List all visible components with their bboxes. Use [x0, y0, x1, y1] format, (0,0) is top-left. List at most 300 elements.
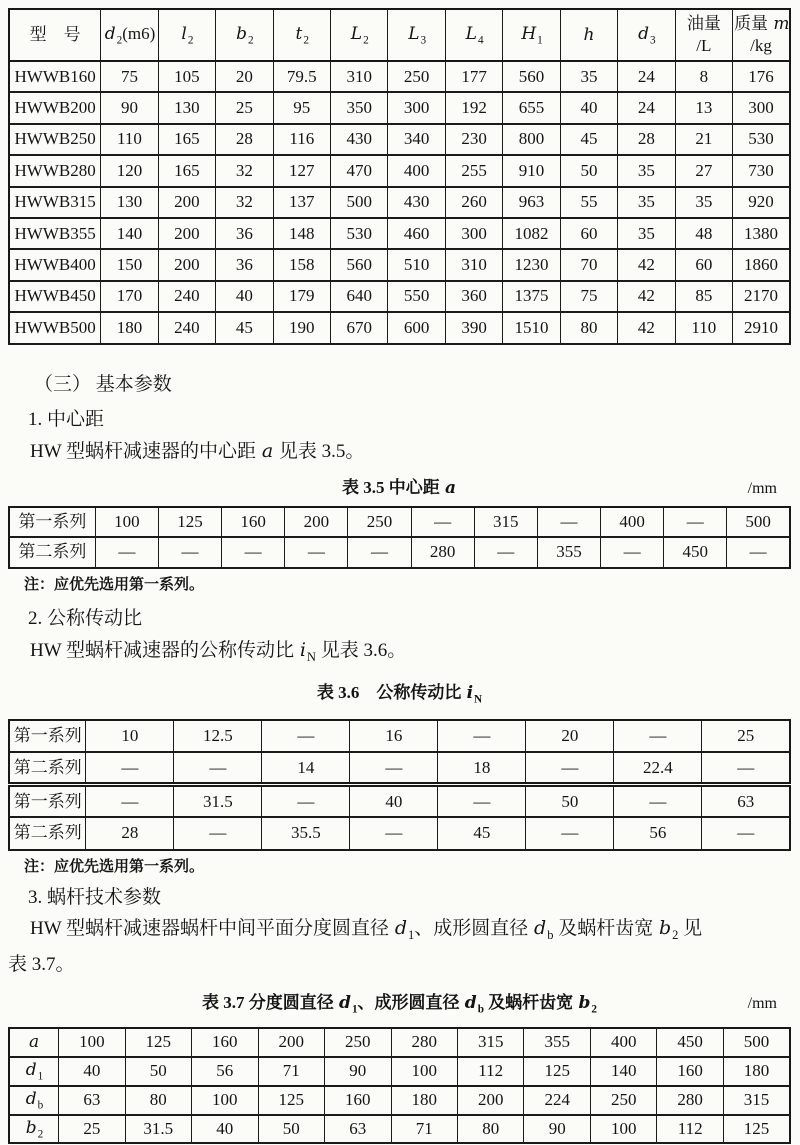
table-row [9, 1057, 790, 1086]
math-symbol: H [521, 23, 537, 44]
value-cell: 12.5 [174, 720, 262, 753]
math-symbol: L [465, 23, 477, 44]
value-cell: 530 [331, 218, 388, 249]
value-cell: 350 [331, 92, 388, 123]
value-cell: 240 [158, 312, 215, 343]
value-cell: 25 [702, 720, 790, 753]
value-cell: 200 [258, 1028, 324, 1057]
text-segment: 3 [650, 33, 656, 46]
value-cell: 40 [560, 92, 617, 123]
value-cell: 18 [438, 752, 526, 785]
value-cell: 500 [723, 1028, 790, 1057]
text-segment: 4 [477, 33, 484, 46]
value-cell: 100 [590, 1115, 656, 1144]
value-cell: — [95, 537, 158, 568]
value-cell: 137 [273, 187, 330, 218]
value-cell: 400 [388, 155, 445, 186]
value-cell: 25 [59, 1115, 125, 1144]
value-cell: 31.5 [125, 1115, 191, 1144]
column-header [331, 9, 388, 61]
value-cell: — [174, 752, 262, 785]
text-segment: 见表 3.5。 [274, 440, 365, 462]
value-cell: 75 [560, 281, 617, 312]
table-3-5-unit: /mm [747, 479, 777, 497]
text-segment: 2 [672, 927, 679, 942]
text-segment: 2 [591, 1002, 597, 1015]
row-label-cell: HWWB200 [9, 92, 101, 123]
table-3-5-caption-text [342, 478, 457, 497]
value-cell: 90 [524, 1115, 590, 1144]
value-cell: 80 [457, 1115, 523, 1144]
value-cell: 165 [158, 155, 215, 186]
table-row [9, 1086, 790, 1115]
math-symbol: d [638, 23, 650, 44]
table-row [9, 1028, 790, 1057]
value-cell: 100 [391, 1057, 457, 1086]
value-cell: 45 [560, 124, 617, 155]
math-symbol: h [583, 24, 595, 45]
table-row [9, 720, 790, 753]
text-segment: 油量 [686, 13, 721, 33]
column-header [618, 9, 675, 61]
value-cell: 400 [601, 507, 664, 538]
row-label-cell: HWWB400 [9, 249, 101, 280]
column-header [560, 9, 617, 61]
value-cell: 40 [59, 1057, 125, 1086]
paragraph-ratio [8, 636, 791, 672]
worm-diameter-table [8, 1027, 791, 1145]
column-header [445, 9, 502, 61]
value-cell: 640 [331, 281, 388, 312]
math-symbol: b [25, 1117, 37, 1138]
value-cell: — [727, 537, 790, 568]
table-row [9, 155, 790, 186]
text-segment: 1 [351, 1002, 358, 1015]
table-row [9, 92, 790, 123]
value-cell: 56 [192, 1057, 258, 1086]
value-cell: 90 [101, 92, 158, 123]
row-label-cell: 第一系列 [9, 720, 86, 753]
header-row [9, 9, 790, 61]
value-cell: — [664, 507, 727, 538]
value-cell: — [222, 537, 285, 568]
row-label-cell [9, 1057, 59, 1086]
value-cell: 27 [675, 155, 732, 186]
value-cell: 300 [733, 92, 790, 123]
value-cell: 800 [503, 124, 560, 155]
text-segment: N [306, 649, 316, 664]
value-cell: 100 [59, 1028, 125, 1057]
text-segment: 2 [303, 33, 309, 46]
value-cell: 16 [350, 720, 438, 753]
value-cell: — [285, 537, 348, 568]
row-label-cell [9, 1115, 59, 1144]
value-cell: 40 [350, 785, 438, 818]
math-symbol: a [261, 439, 274, 462]
value-cell: 2170 [733, 281, 790, 312]
value-cell: 160 [222, 507, 285, 538]
center-distance-table [8, 506, 791, 569]
table-3-6-caption [8, 682, 791, 710]
value-cell: 963 [503, 187, 560, 218]
text-segment: 及蜗杆齿宽 [483, 992, 578, 1012]
text-segment: /L [696, 36, 712, 55]
value-cell: 63 [702, 785, 790, 818]
text-segment: 3 [420, 33, 427, 46]
value-cell: 21 [675, 124, 732, 155]
value-cell: 32 [216, 155, 273, 186]
math-symbol: d [394, 916, 407, 939]
value-cell: 14 [262, 752, 350, 785]
value-cell: 430 [388, 187, 445, 218]
column-header [388, 9, 445, 61]
value-cell: 95 [273, 92, 330, 123]
value-cell: 310 [445, 249, 502, 280]
text-segment: /kg [750, 36, 772, 55]
math-symbol: L [408, 23, 420, 44]
math-symbol: a [28, 1032, 40, 1053]
value-cell: 165 [158, 124, 215, 155]
text-segment: b [37, 1099, 44, 1112]
value-cell: 200 [158, 249, 215, 280]
text-segment: 见表 3.6。 [315, 639, 407, 661]
table-row [9, 507, 790, 538]
value-cell: 510 [388, 249, 445, 280]
table-row [9, 537, 790, 568]
value-cell: 32 [216, 187, 273, 218]
value-cell: 42 [618, 281, 675, 312]
value-cell: 80 [125, 1086, 191, 1115]
value-cell: 31.5 [174, 785, 262, 818]
text-segment: (m6) [122, 23, 156, 43]
value-cell: — [438, 785, 526, 818]
value-cell: 560 [503, 61, 560, 92]
value-cell: — [350, 752, 438, 785]
text-segment: b [547, 927, 554, 942]
table-3-5-caption [8, 477, 791, 499]
value-cell: — [438, 720, 526, 753]
value-cell: 1230 [503, 249, 560, 280]
value-cell: 158 [273, 249, 330, 280]
value-cell: 315 [474, 507, 537, 538]
table-3-7-unit: /mm [747, 994, 777, 1012]
table-row [9, 61, 790, 92]
math-symbol: t [295, 23, 303, 44]
value-cell: — [174, 817, 262, 850]
math-symbol: b [578, 992, 591, 1013]
row-label-cell: HWWB355 [9, 218, 101, 249]
value-cell: 315 [723, 1086, 790, 1115]
value-cell: — [601, 537, 664, 568]
value-cell: 1082 [503, 218, 560, 249]
value-cell: 200 [158, 187, 215, 218]
value-cell: 390 [445, 312, 502, 343]
text-segment: 及蜗杆齿宽 [553, 917, 658, 939]
value-cell: 1510 [503, 312, 560, 343]
value-cell: 148 [273, 218, 330, 249]
value-cell: 112 [457, 1057, 523, 1086]
text-segment: HW 型蜗杆减速器的中心距 [30, 440, 261, 462]
value-cell: 200 [158, 218, 215, 249]
value-cell: 130 [158, 92, 215, 123]
value-cell: 280 [391, 1028, 457, 1057]
document-page [0, 8, 800, 1144]
value-cell: — [614, 720, 702, 753]
math-symbol: L [350, 23, 363, 44]
value-cell: 35 [675, 187, 732, 218]
column-header [503, 9, 560, 61]
text-segment: 1 [407, 927, 415, 942]
value-cell: 24 [618, 92, 675, 123]
value-cell: 28 [216, 124, 273, 155]
value-cell: 260 [445, 187, 502, 218]
value-cell: 150 [101, 249, 158, 280]
value-cell: 240 [158, 281, 215, 312]
value-cell: 35 [618, 155, 675, 186]
value-cell: 200 [457, 1086, 523, 1115]
value-cell: 71 [258, 1057, 324, 1086]
value-cell: 360 [445, 281, 502, 312]
value-cell: 48 [675, 218, 732, 249]
math-symbol: d [25, 1088, 37, 1109]
value-cell: 250 [388, 61, 445, 92]
value-cell: 250 [590, 1086, 656, 1115]
value-cell: 1380 [733, 218, 790, 249]
text-segment: HW 型蜗杆减速器蜗杆中间平面分度圆直径 [30, 917, 394, 939]
table-row [9, 281, 790, 312]
text-segment: 1 [537, 33, 543, 46]
row-label-cell: HWWB280 [9, 155, 101, 186]
value-cell: 100 [192, 1086, 258, 1115]
value-cell: 920 [733, 187, 790, 218]
value-cell: 190 [273, 312, 330, 343]
subsection-heading-center-distance: 1. 中心距 [28, 408, 105, 430]
row-label-cell: 第一系列 [9, 507, 95, 538]
value-cell: 63 [325, 1115, 391, 1144]
text-segment: 2 [187, 33, 194, 46]
column-header [101, 9, 158, 61]
value-cell: 910 [503, 155, 560, 186]
value-cell: 35.5 [262, 817, 350, 850]
value-cell: — [158, 537, 221, 568]
table-3-7-caption [8, 992, 791, 1020]
row-label-cell [9, 1028, 59, 1057]
value-cell: 255 [445, 155, 502, 186]
nominal-ratio-table [8, 719, 791, 851]
value-cell: — [614, 785, 702, 818]
value-cell: 530 [733, 124, 790, 155]
value-cell: 50 [125, 1057, 191, 1086]
math-symbol: d [339, 992, 351, 1013]
value-cell: 450 [657, 1028, 723, 1057]
value-cell: 13 [675, 92, 732, 123]
text-segment: 2 [37, 1127, 44, 1140]
value-cell: 355 [524, 1028, 590, 1057]
value-cell: — [702, 752, 790, 785]
value-cell: 63 [59, 1086, 125, 1115]
value-cell: 40 [192, 1115, 258, 1144]
value-cell: 177 [445, 61, 502, 92]
value-cell: 460 [388, 218, 445, 249]
text-segment: 2 [116, 33, 123, 46]
math-symbol: d [534, 916, 547, 939]
subsection-heading-worm-params: 3. 蜗杆技术参数 [28, 886, 162, 908]
value-cell: 22.4 [614, 752, 702, 785]
paragraph-worm-params [8, 914, 791, 979]
value-cell: 90 [325, 1057, 391, 1086]
value-cell: — [262, 720, 350, 753]
value-cell: — [86, 752, 174, 785]
value-cell: 80 [560, 312, 617, 343]
math-symbol: l [181, 23, 187, 44]
value-cell: 125 [158, 507, 221, 538]
value-cell: — [262, 785, 350, 818]
text-segment: 质量 [734, 13, 773, 33]
math-symbol: d [25, 1059, 37, 1080]
text-segment: 1 [37, 1070, 44, 1083]
value-cell: 560 [331, 249, 388, 280]
value-cell: 180 [391, 1086, 457, 1115]
row-label-cell [9, 1086, 59, 1115]
value-cell: 50 [560, 155, 617, 186]
value-cell: 125 [258, 1086, 324, 1115]
table-3-6-caption-text [316, 683, 483, 706]
value-cell: — [702, 817, 790, 850]
value-cell: 670 [331, 312, 388, 343]
value-cell: 1375 [503, 281, 560, 312]
table-row [9, 817, 790, 850]
value-cell: 500 [331, 187, 388, 218]
value-cell: 450 [664, 537, 727, 568]
row-label-cell: HWWB450 [9, 281, 101, 312]
value-cell: 300 [445, 218, 502, 249]
value-cell: 280 [657, 1086, 723, 1115]
value-cell: 112 [657, 1115, 723, 1144]
value-cell: 42 [618, 312, 675, 343]
value-cell: 55 [560, 187, 617, 218]
value-cell: 280 [411, 537, 474, 568]
value-cell: 127 [273, 155, 330, 186]
value-cell: 20 [526, 720, 614, 753]
value-cell: 125 [524, 1057, 590, 1086]
value-cell: 35 [618, 187, 675, 218]
column-header [675, 9, 732, 61]
value-cell: 110 [101, 124, 158, 155]
value-cell: 224 [524, 1086, 590, 1115]
value-cell: 340 [388, 124, 445, 155]
value-cell: 315 [457, 1028, 523, 1057]
value-cell: 125 [125, 1028, 191, 1057]
value-cell: 70 [560, 249, 617, 280]
table-row [9, 187, 790, 218]
text-segment: b [477, 1002, 484, 1015]
value-cell: 56 [614, 817, 702, 850]
text-segment: HW 型蜗杆减速器的公称传动比 [30, 639, 299, 661]
value-cell: 200 [285, 507, 348, 538]
value-cell: 8 [675, 61, 732, 92]
table-row [9, 1115, 790, 1144]
value-cell: 250 [325, 1028, 391, 1057]
value-cell: 2910 [733, 312, 790, 343]
value-cell: 310 [331, 61, 388, 92]
text-segment: 表 3.7 分度圆直径 [202, 992, 339, 1012]
value-cell: 105 [158, 61, 215, 92]
value-cell: 75 [101, 61, 158, 92]
row-label-cell: 第二系列 [9, 752, 86, 785]
value-cell: 71 [391, 1115, 457, 1144]
value-cell: 140 [101, 218, 158, 249]
math-symbol: m [773, 13, 790, 34]
row-label-cell: 第一系列 [9, 785, 86, 818]
paragraph-center-distance [8, 437, 791, 466]
value-cell: — [350, 817, 438, 850]
value-cell: 730 [733, 155, 790, 186]
table-row [9, 124, 790, 155]
value-cell: — [474, 537, 537, 568]
table-3-6-note: 注：应优先选用第一系列。 [24, 858, 205, 875]
row-label-cell: HWWB500 [9, 312, 101, 343]
value-cell: 470 [331, 155, 388, 186]
value-cell: 230 [445, 124, 502, 155]
value-cell: 130 [101, 187, 158, 218]
value-cell: 35 [560, 61, 617, 92]
value-cell: 179 [273, 281, 330, 312]
table-row [9, 752, 790, 785]
value-cell: 50 [526, 785, 614, 818]
value-cell: 180 [723, 1057, 790, 1086]
value-cell: — [526, 752, 614, 785]
table-3-7-caption-text [202, 992, 597, 1015]
value-cell: 140 [590, 1057, 656, 1086]
value-cell: 180 [101, 312, 158, 343]
text-segment: 表 3.5 中心距 [341, 477, 444, 497]
text-segment: 、成形圆直径 [357, 992, 464, 1012]
value-cell: 45 [438, 817, 526, 850]
value-cell: 35 [618, 218, 675, 249]
math-symbol: a [444, 477, 456, 498]
math-symbol: b [236, 23, 247, 44]
section-heading: （三） 基本参数 [34, 373, 172, 395]
text-segment: 、成形圆直径 [414, 917, 534, 939]
value-cell: 355 [537, 537, 600, 568]
column-header [158, 9, 215, 61]
value-cell: 60 [675, 249, 732, 280]
row-label-cell: 第二系列 [9, 817, 86, 850]
column-header [273, 9, 330, 61]
value-cell: 1860 [733, 249, 790, 280]
text-segment: 2 [247, 33, 254, 46]
text-segment: 见 [678, 917, 703, 939]
value-cell: 28 [618, 124, 675, 155]
text-segment: N [474, 693, 483, 706]
value-cell: 60 [560, 218, 617, 249]
table-row [9, 312, 790, 343]
value-cell: 85 [675, 281, 732, 312]
value-cell: 600 [388, 312, 445, 343]
value-cell: 170 [101, 281, 158, 312]
row-label-cell: HWWB250 [9, 124, 101, 155]
table-row [9, 218, 790, 249]
value-cell: 50 [258, 1115, 324, 1144]
value-cell: 100 [95, 507, 158, 538]
math-symbol: d [464, 992, 477, 1013]
text-segment: 表 3.7。 [8, 953, 75, 975]
value-cell: 110 [675, 312, 732, 343]
math-symbol: i [299, 638, 306, 661]
value-cell: 36 [216, 218, 273, 249]
value-cell: 400 [590, 1028, 656, 1057]
table-row [9, 249, 790, 280]
